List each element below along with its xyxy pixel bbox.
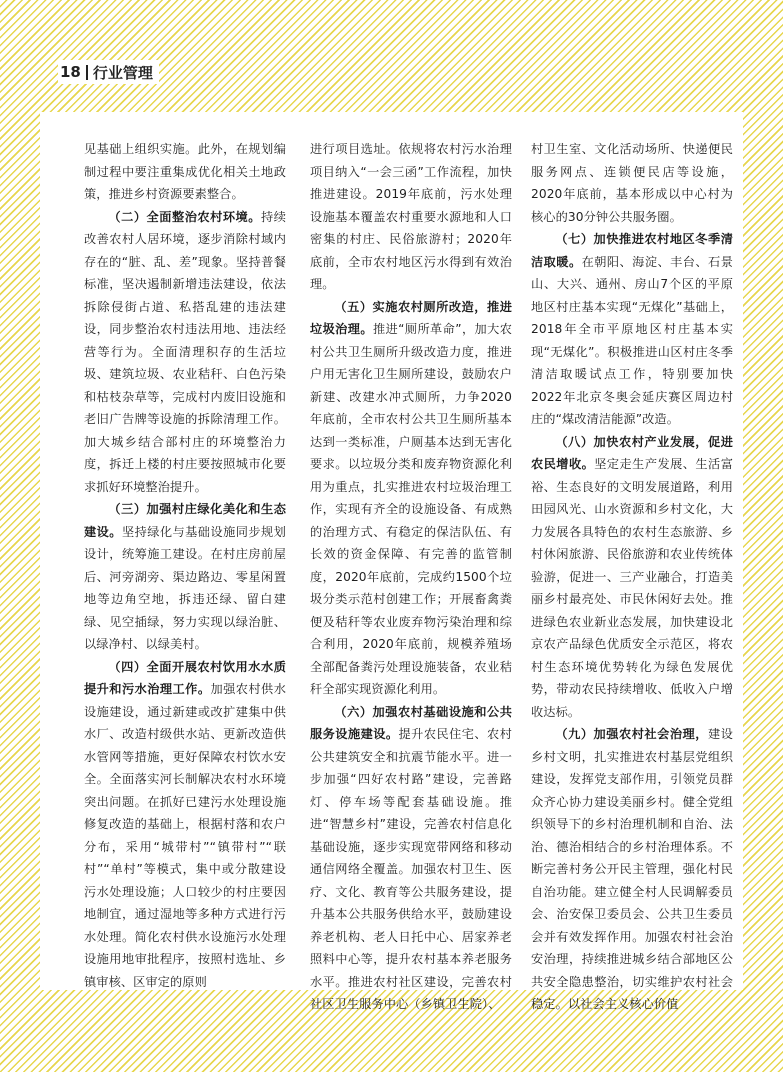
paragraph-body: 坚定走生产发展、生活富裕、生态良好的文明发展道路，利用田园风光、山水资源和乡村文化，大力发展各具特色的农村生态旅游、乡村休闲旅游、民俗旅游和农业传统体验游，促进一、三产业融合，打造美丽乡村最亮处、市民休闲好去处。推进绿色农业新业态发展，加快建设北京农产品绿色优质安全示范区，将农村生态环境优势转化为绿色发展优势，带动农民持续增收、低收入户增收达标。 (531, 457, 733, 719)
paragraph (310, 296, 512, 701)
paragraph: 进行项目选址。依规将农村污水治理项目纳入“一会三函”工作流程，加快推进建设。2019年底前，污水处理设施基本覆盖农村重要水源地和人口密集的村庄、民俗旅游村；2020年底前，全市农村地区污水得到有效治理。 (310, 142, 512, 291)
paragraph-body: 坚持绿化与基础设施同步规划设计，统筹施工建设。在村庄房前屋后、河旁湖旁、渠边路边、零星闲置地等边角空地，拆违还绿、留白建绿、见空插绿，努力实现以绿治脏、以绿净村、以绿美村。 (84, 524, 286, 651)
paragraph-heading: （六）加强农村基础设施和公共服务设施建设。 (310, 704, 512, 741)
paragraph-heading: （八）加快农村产业发展，促进农民增收。 (531, 434, 733, 471)
paragraph-heading: （七）加快推进农村地区冬季清洁取暖。 (531, 232, 733, 269)
paragraph-body: 推进“厕所革命”，加大农村公共卫生厕所升级改造力度，推进户用无害化卫生厕所建设，鼓励农户新建、改建水冲式厕所，力争2020年底前，全市农村公共卫生厕所基本达到一类标准，户厕基本达到无害化要求。以垃圾分类和废弃物资源化利用为重点，扎实推进农村垃圾治理工作，实现有齐全的设施设备、有成熟的治理方式、有稳定的保洁队伍、有长效的资金保障、有完善的监管制度，2020年底前，完成约1500个垃圾分类示范村创建工作；开展畜禽粪便及秸秆等农业废弃物污染治理和综合利用，2020年底前，规模养殖场全部配备粪污处理设施装备，农业秸秆全部实现资源化利用。 (310, 322, 513, 696)
paragraph: 见基础上组织实施。此外，在规划编制过程中要注重集成优化相关土地政策，推进乡村资源要素整合。 (84, 142, 286, 201)
header-divider (86, 65, 88, 80)
paragraph-body: 在朝阳、海淀、丰台、石景山、大兴、通州、房山7个区的平原地区村庄基本实现“无煤化”基础上，2018年全市平原地区村庄基本实现“无煤化”。积极推进山区村庄冬季清洁取暖试点工作，特别要加快2022年北京冬奥会延庆赛区周边村庄的“煤改清洁能源”改造。 (531, 254, 733, 426)
paragraph-body: 加强农村供水设施建设，通过新建或改扩建集中供水厂、改造村级供水站、更新改造供水管网等措施，更好保障农村饮水安全。全面落实河长制解决农村水环境突出问题。在抓好已建污水处理设施修复改造的基础上，根据村落和农户分布，采用“城带村”“镇带村”“联村”“单村”等模式，集中或分散建设污水处理设施；人口较少的村庄要因地制宜，通过湿地等多种方式进行污水处理。简化农村供水设施污水处理设施用地审批程序，按照村选址、乡镇审核、区审定的原则 (84, 682, 286, 989)
paragraph-body: 提升农民住宅、农村公共建筑安全和抗震节能水平。进一步加强“四好农村路”建设，完善路灯、停车场等配套基础设施。推进“智慧乡村”建设，完善农村信息化基础设施，逐步实现宽带网络和移动通信网络全覆盖。加强农村卫生、医疗、文化、教育等公共服务建设，提升基本公共服务供给水平，鼓励建设养老机构、老人日托中心、居家养老照料中心等，提升农村基本养老服务水平。推进农村社区建设，完善农村社区卫生服务中心（乡镇卫生院）、 (310, 727, 512, 1011)
paragraph (531, 431, 733, 724)
paragraph-heading: （五）实施农村厕所改造，推进垃圾治理。 (310, 299, 512, 336)
page-number: 18 (60, 63, 81, 81)
paragraph (531, 723, 733, 1016)
page-header (58, 60, 159, 84)
paragraph (531, 228, 733, 431)
text-column-3 (531, 138, 733, 1016)
text-column-1 (84, 138, 286, 993)
article-page (40, 112, 743, 1011)
paragraph (310, 701, 512, 1016)
paragraph-heading: （四）全面开展农村饮用水水质提升和污水治理工作。 (84, 659, 286, 696)
paragraph: 村卫生室、文化活动场所、快递便民服务网点、连锁便民店等设施，2020年底前，基本形成以中心村为核心的30分钟公共服务圈。 (531, 142, 733, 224)
paragraph-heading: （三）加强村庄绿化美化和生态建设。 (84, 502, 286, 539)
text-column-2 (310, 138, 512, 1016)
paragraph-body: 建设乡村文明，扎实推进农村基层党组织建设，发挥党支部作用，引领党员群众齐心协力建设美丽乡村。健全党组织领导下的乡村治理机制和自治、法治、德治相结合的乡村治理体系。不断完善村务公开民主管理，强化村民自治功能。建立健全村人民调解委员会、治安保卫委员会、公共卫生委员会并有效发挥作用。加强农村社会治安治理，持续推进城乡结合部地区公共安全隐患整治，切实维护农村社会稳定。以社会主义核心价值 (531, 727, 734, 1011)
paragraph (84, 498, 286, 656)
paragraph (84, 206, 286, 499)
paragraph-body: 持续改善农村人居环境，逐步消除村域内存在的“脏、乱、差”现象。坚持普餐标准，坚决遏制新增违法建设，依法拆除侵街占道、私搭乱建的违法建设，同步整治农村违法用地、违法经营等行为。全面清理积存的生活垃圾、建筑垃圾、农业秸秆、白色污染和枯枝杂草等，完成村内废旧设施和老旧广告牌等设施的拆除清理工作。加大城乡结合部村庄的环境整治力度，拆迁上楼的村庄要按照城市化要求抓好环境整治提升。 (84, 209, 287, 494)
paragraph-heading: （九）加强农村社会治理， (555, 727, 708, 741)
paragraph-heading: （二）全面整治农村环境。 (108, 209, 261, 224)
paragraph (84, 656, 286, 994)
section-title: 行业管理 (92, 63, 153, 82)
